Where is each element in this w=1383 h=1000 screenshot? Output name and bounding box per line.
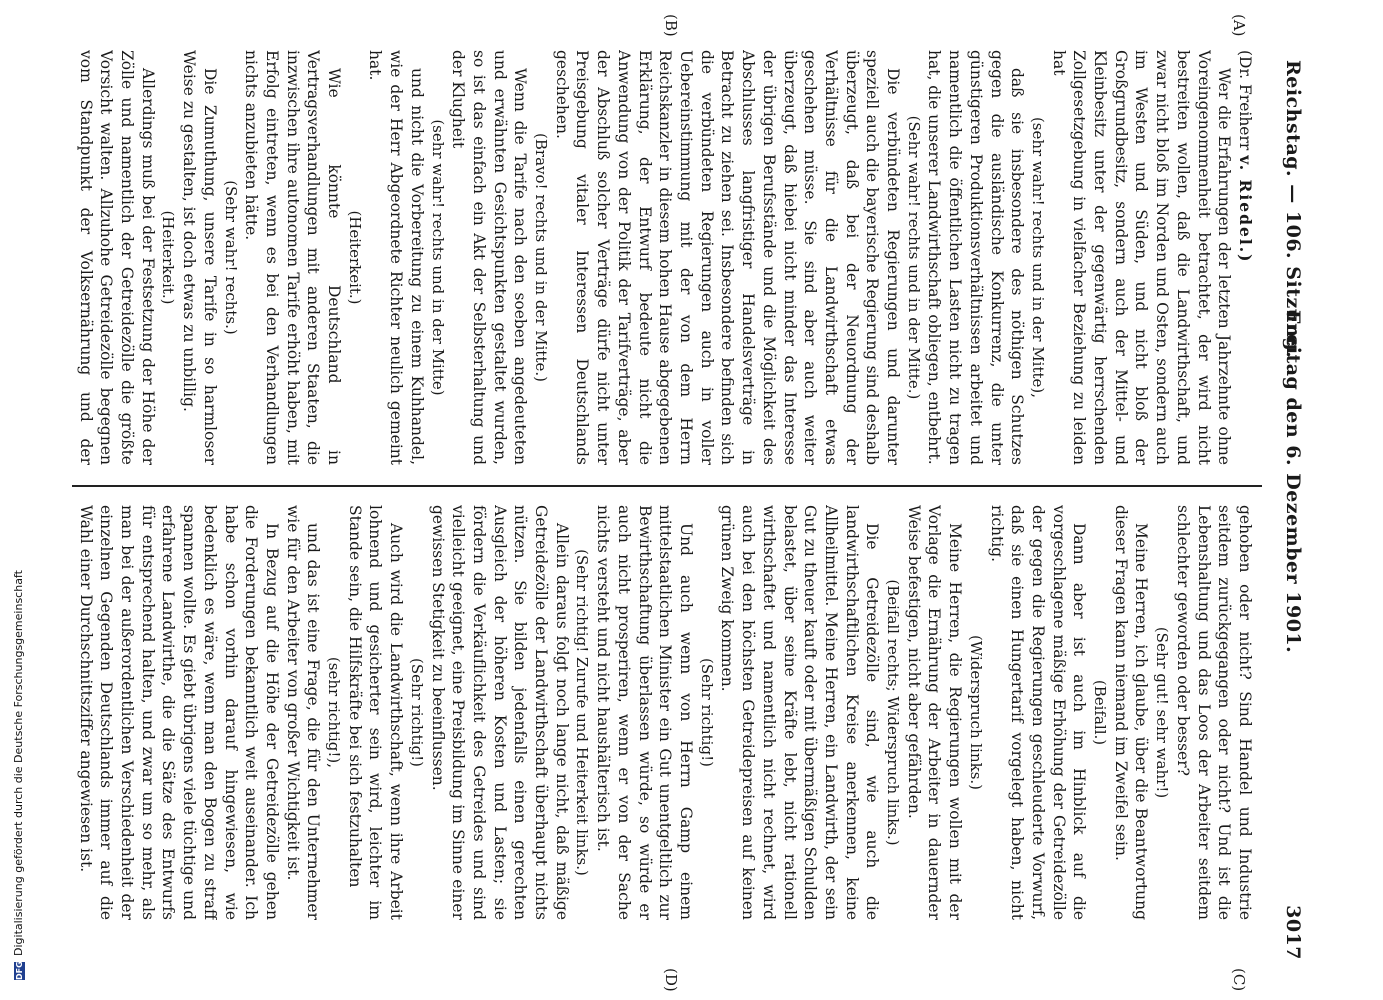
speaker-prefix: (Dr. Freiherr [1236,50,1254,151]
paragraph: Wenn die Tarife nach den soeben angedeuteten und erwähnten Gesichtspunkten gestaltet wurden, so ist das einfach ein Akt der Selbsterhaltung und der Klugheit [449,50,530,465]
column-divider [72,485,1262,487]
paragraph: und nicht die Vorbereitung zu einem Kuhhandel, wie der Herr Abgeordnete Richter neulich gemeint hat. [366,50,426,465]
interjection: (Heiterkeit.) [159,210,178,305]
page-number: 3017 [1282,905,1304,960]
paragraph: daß sie insbesondere des nöthigen Schutzes gegen die ausländische Konkurrenz, die unter günstigeren Produktionsverhältnissen arbeitet und namentlich die öffentlichen Lasten nicht zu tragen hat, die unserer Landwirthschaft obliegen, entbehrt. [925,50,1027,465]
interjection: (Beifall.) [1091,679,1110,746]
left-column [75,50,1255,465]
header-left: Reichstag. — 106. Sitzung. [1282,60,1304,359]
header-date: Freitag den 6. Dezember 1901. [1282,310,1304,654]
margin-marker-b: (B) [662,14,680,37]
interjection: (Bravo! rechts und in der Mitte.) [532,133,551,382]
dfg-logo: DFG [14,961,24,980]
interjection: (sehr wahr! rechts und in der Mitte) [428,119,447,396]
interjection: (sehr wahr! rechts und in der Mitte), [1028,116,1047,399]
interjection: (Beifall rechts; Widerspruch links.) [884,579,903,846]
paragraph: Meine Herren, die Regierungen wollen mit der Vorlage die Ernährung der Arbeiter in dauernder Weise befestigen, nicht aber gefährden. [904,505,965,920]
paragraph: Allein daraus folgt noch lange nicht, daß mäßige Getreidezölle der Landwirthschaft überhaupt nichts nützen. Sie bilden jedenfalls einen gerechten Ausgleich der höheren Kosten und Lasten; sie fördern die Verkäuflichkeit des Getreides und sind vielleicht geeignet, eine Preisbildung im Sinne einer gewissen Stetigkeit zu beeinflussen. [428,505,571,920]
interjection: (Sehr richtig! Zurufe und Heiterkeit links.) [573,549,592,876]
paragraph: Wer die Erfahrungen der letzten Jahrzehnte ohne Voreingenommenheit betrachtet, der wird nicht bestreiten wollen, daß die Landwirthschaft, und zwar nicht bloß im Norden und Osten, sondern auch im Westen und Süden, und nicht bloß der Großgrundbesitz, sondern auch der Mittel- und Kleinbesitz unter der gegenwärtig herrschenden Zollgesetzgebung in vielfacher Beziehung zu leiden hat [1049,50,1234,465]
footer-text: Digitalisierung gefördert durch die Deutsche Forschungsgemeinschaft [12,570,25,956]
interjection: (Heiterkeit.) [345,210,364,305]
rotated-scan [30,0,1330,1000]
paragraph: Auch wird die Landwirthschaft, wenn ihre Arbeit lohnend und gesicherter sein wird, leichter im Stande sein, die Hilfskräfte bei sich festzuhalten [345,505,406,920]
margin-marker-c: (C) [1230,968,1248,992]
interjection: (sehr richtig!), [325,656,344,769]
paragraph: Und auch wenn von Herrn Gamp einem mittelstaatlichen Minister ein Gut unentgeltlich zur Bewirthschaftung überlassen würde, so würde er auch nicht prosperiren, wenn er von der Sache nichts versteht und nicht haushälterisch ist. [594,505,696,920]
interjection: (Sehr wahr! rechts und in der Mitte.) [904,115,923,400]
paragraph: Wie könnte Deutschland in Vertragsverhandlungen mit anderen Staaten, die inzwischen ihre autonomen Tarife erhöht haben, mit Erfolg eintreten, wenn es bei den Verhandlungen nichts anzubieten hätte. [242,50,344,465]
paragraph: Meine Herren, ich glaube, über die Beantwortung dieser Fragen kann niemand im Zweifel sein. [1111,505,1151,920]
paragraph: Allerdings muß bei der Festsetzung der Höhe der Zölle und namentlich der Getreidezölle die größte Vorsicht walten. Allzuhohe Getreidezölle begegnen vom Standpunkt der Volksernährung und der [76,50,157,465]
paragraph: In Bezug auf die Höhe der Getreidezölle gehen die Forderungen bekanntlich weit auseinander. Ich habe schon vorhin darauf hingewiesen, wie bedenklich es wäre, wenn man den Bogen zu straff spannen wollte. Es giebt übrigens viele tüchtige und erfahrene Landwirthe, die die Sätze des Entwurfs für entsprechend halten, und zwar um so mehr, als man bei der außerordentlichen Verschiedenheit der einzelnen Gegenden Deutschlands immer auf die Wahl einer Durchschnittsziffer angewiesen ist. [76,505,281,920]
interjection: (Sehr richtig!) [697,658,716,767]
paragraph: Die verbündeten Regierungen und darunter speziell auch die bayerische Regierung sind deshalb überzeugt, daß bei der Neuordnung der Verhältnisse für die Landwirthschaft etwas geschehen müsse. Sie sind aber auch weiter überzeugt, daß hiebei nicht minder das Interesse der übrigen Berufsstände und die Möglichkeit des Abschlusses langfristiger Handelsverträge in Betracht zu ziehen sei. Insbesondere befinden sich die verbündeten Regierungen auch in voller Uebereinstimmung mit der von dem Herrn Reichskanzler in diesem hohen Hause abgegebenen Erklärung, der Entwurf bedeute nicht die Anwendung von der Politik der Tarifverträge, aber der Abschluß solcher Verträge dürfe nicht unter Preisgebung vitaler Interessen Deutschlands geschehen. [552,50,903,465]
paragraph: gehoben oder nicht? Sind Handel und Industrie seitdem zurückgegangen oder nicht? Und ist die Lebenshaltung und das Loos der Arbeiter seitdem schlechter geworden oder besser? [1173,505,1254,920]
interjection: (Sehr richtig!) [407,658,426,767]
paragraph: Dann aber ist auch im Hinblick auf die vorgeschlagene mäßige Erhöhung der Getreidezölle der gegen die Regierungen geschleuderte Vorwurf, daß sie einen Hungertarif vorgelegt haben, nicht richtig. [987,505,1089,920]
paragraph: Die Zumuthung, unsere Tarife in so harmloser Weise zu gestalten, ist doch etwas zu unbillig. [180,50,219,465]
margin-marker-a: (A) [1230,14,1248,37]
speaker-line [1234,50,1255,465]
right-column [75,505,1255,920]
paragraph: Die Getreidezölle sind, wie auch die landwirthschaftlichen Kreise anerkennen, keine Allheilmittel. Meine Herren, ein Landwirth, der sein Gut zu theuer kauft oder mit übermäßigen Schulden belastet, über seine Kräfte lebt, nicht rationell wirthschaftet und namentlich nicht rechnet, wird auch bei den höchsten Getreidepreisen auf keinen grünen Zweig kommen. [718,505,882,920]
paragraph: und das ist eine Frage, die für den Unternehmer wie für den Arbeiter von großer Wichtigkeit ist. [283,505,323,920]
digitization-footer [12,0,34,980]
page-header [1274,60,1308,960]
interjection: (Sehr wahr! rechts.) [221,180,240,335]
interjection: (Widerspruch links.) [966,634,985,791]
interjection: (Sehr gut! sehr wahr!) [1153,626,1172,799]
speaker-name: v. Riedel.) [1236,155,1255,264]
margin-marker-d: (D) [662,968,680,992]
